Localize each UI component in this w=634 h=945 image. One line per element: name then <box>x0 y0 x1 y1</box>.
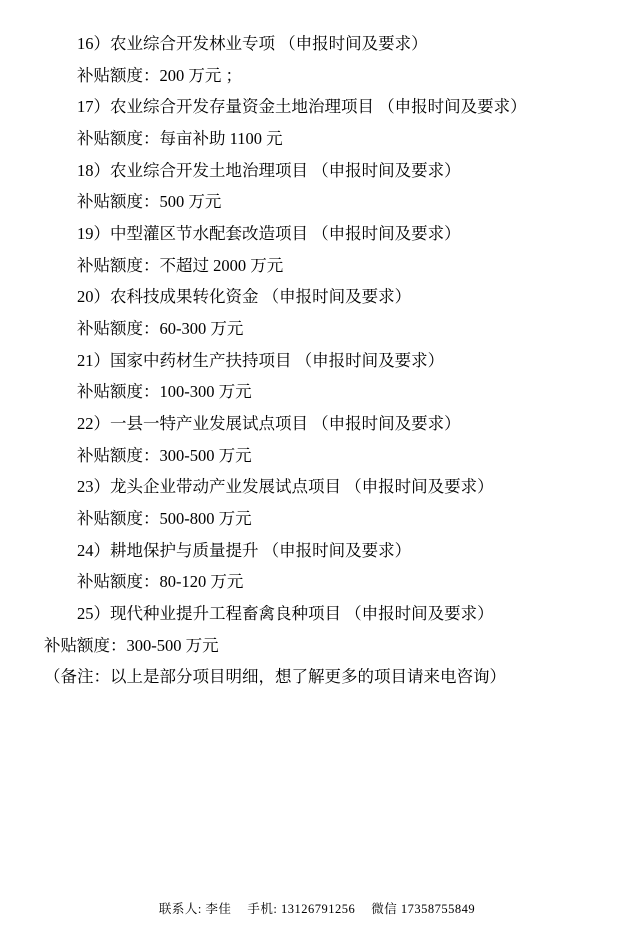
document-line: 24）耕地保护与质量提升 （申报时间及要求） <box>77 540 412 560</box>
document-line: 补贴额度：不超过 2000 万元 <box>77 255 284 275</box>
document-line: 18）农业综合开发土地治理项目 （申报时间及要求） <box>77 160 461 180</box>
document-line: 补贴额度：300-500 万元 <box>77 445 252 465</box>
document-line: 23）龙头企业带动产业发展试点项目 （申报时间及要求） <box>77 477 494 497</box>
document-line: 补贴额度：60-300 万元 <box>77 319 244 339</box>
document-line: 19）中型灌区节水配套改造项目 （申报时间及要求） <box>77 224 461 244</box>
document-line: 20）农科技成果转化资金 （申报时间及要求） <box>77 287 412 307</box>
document-line: 22）一县一特产业发展试点项目 （申报时间及要求） <box>77 414 461 434</box>
document-line: 补贴额度：200 万元 ； <box>77 65 242 85</box>
document-line: 21）国家中药材生产扶持项目 （申报时间及要求） <box>77 350 445 370</box>
document-body <box>44 28 590 693</box>
document-line: 16）农业综合开发林业专项 （申报时间及要求） <box>77 34 428 53</box>
document-line: 补贴额度：80-120 万元 <box>77 572 244 592</box>
document-line: 补贴额度：500 万元 <box>77 192 222 212</box>
document-line: 25）现代种业提升工程畜禽良种项目 （申报时间及要求） <box>77 604 494 624</box>
document-line: 补贴额度：500-800 万元 <box>77 509 252 529</box>
document-line: 补贴额度：100-300 万元 <box>77 382 252 402</box>
document-line: 17）农业综合开发存量资金土地治理项目 （申报时间及要求） <box>77 97 527 117</box>
footer-phone: 手机: 13126791256 <box>247 902 356 916</box>
footer-contact: 联系人: 李佳 <box>158 902 232 916</box>
document-line: （备注：以上是部分项目明细，想了解更多的项目请来电咨询） <box>44 667 506 687</box>
document-line: 补贴额度：每亩补助 1100 元 <box>77 129 283 149</box>
document-line: 补贴额度：300-500 万元 <box>44 635 219 655</box>
footer-wechat: 微信 17358755849 <box>371 902 476 916</box>
page-footer <box>0 899 634 917</box>
